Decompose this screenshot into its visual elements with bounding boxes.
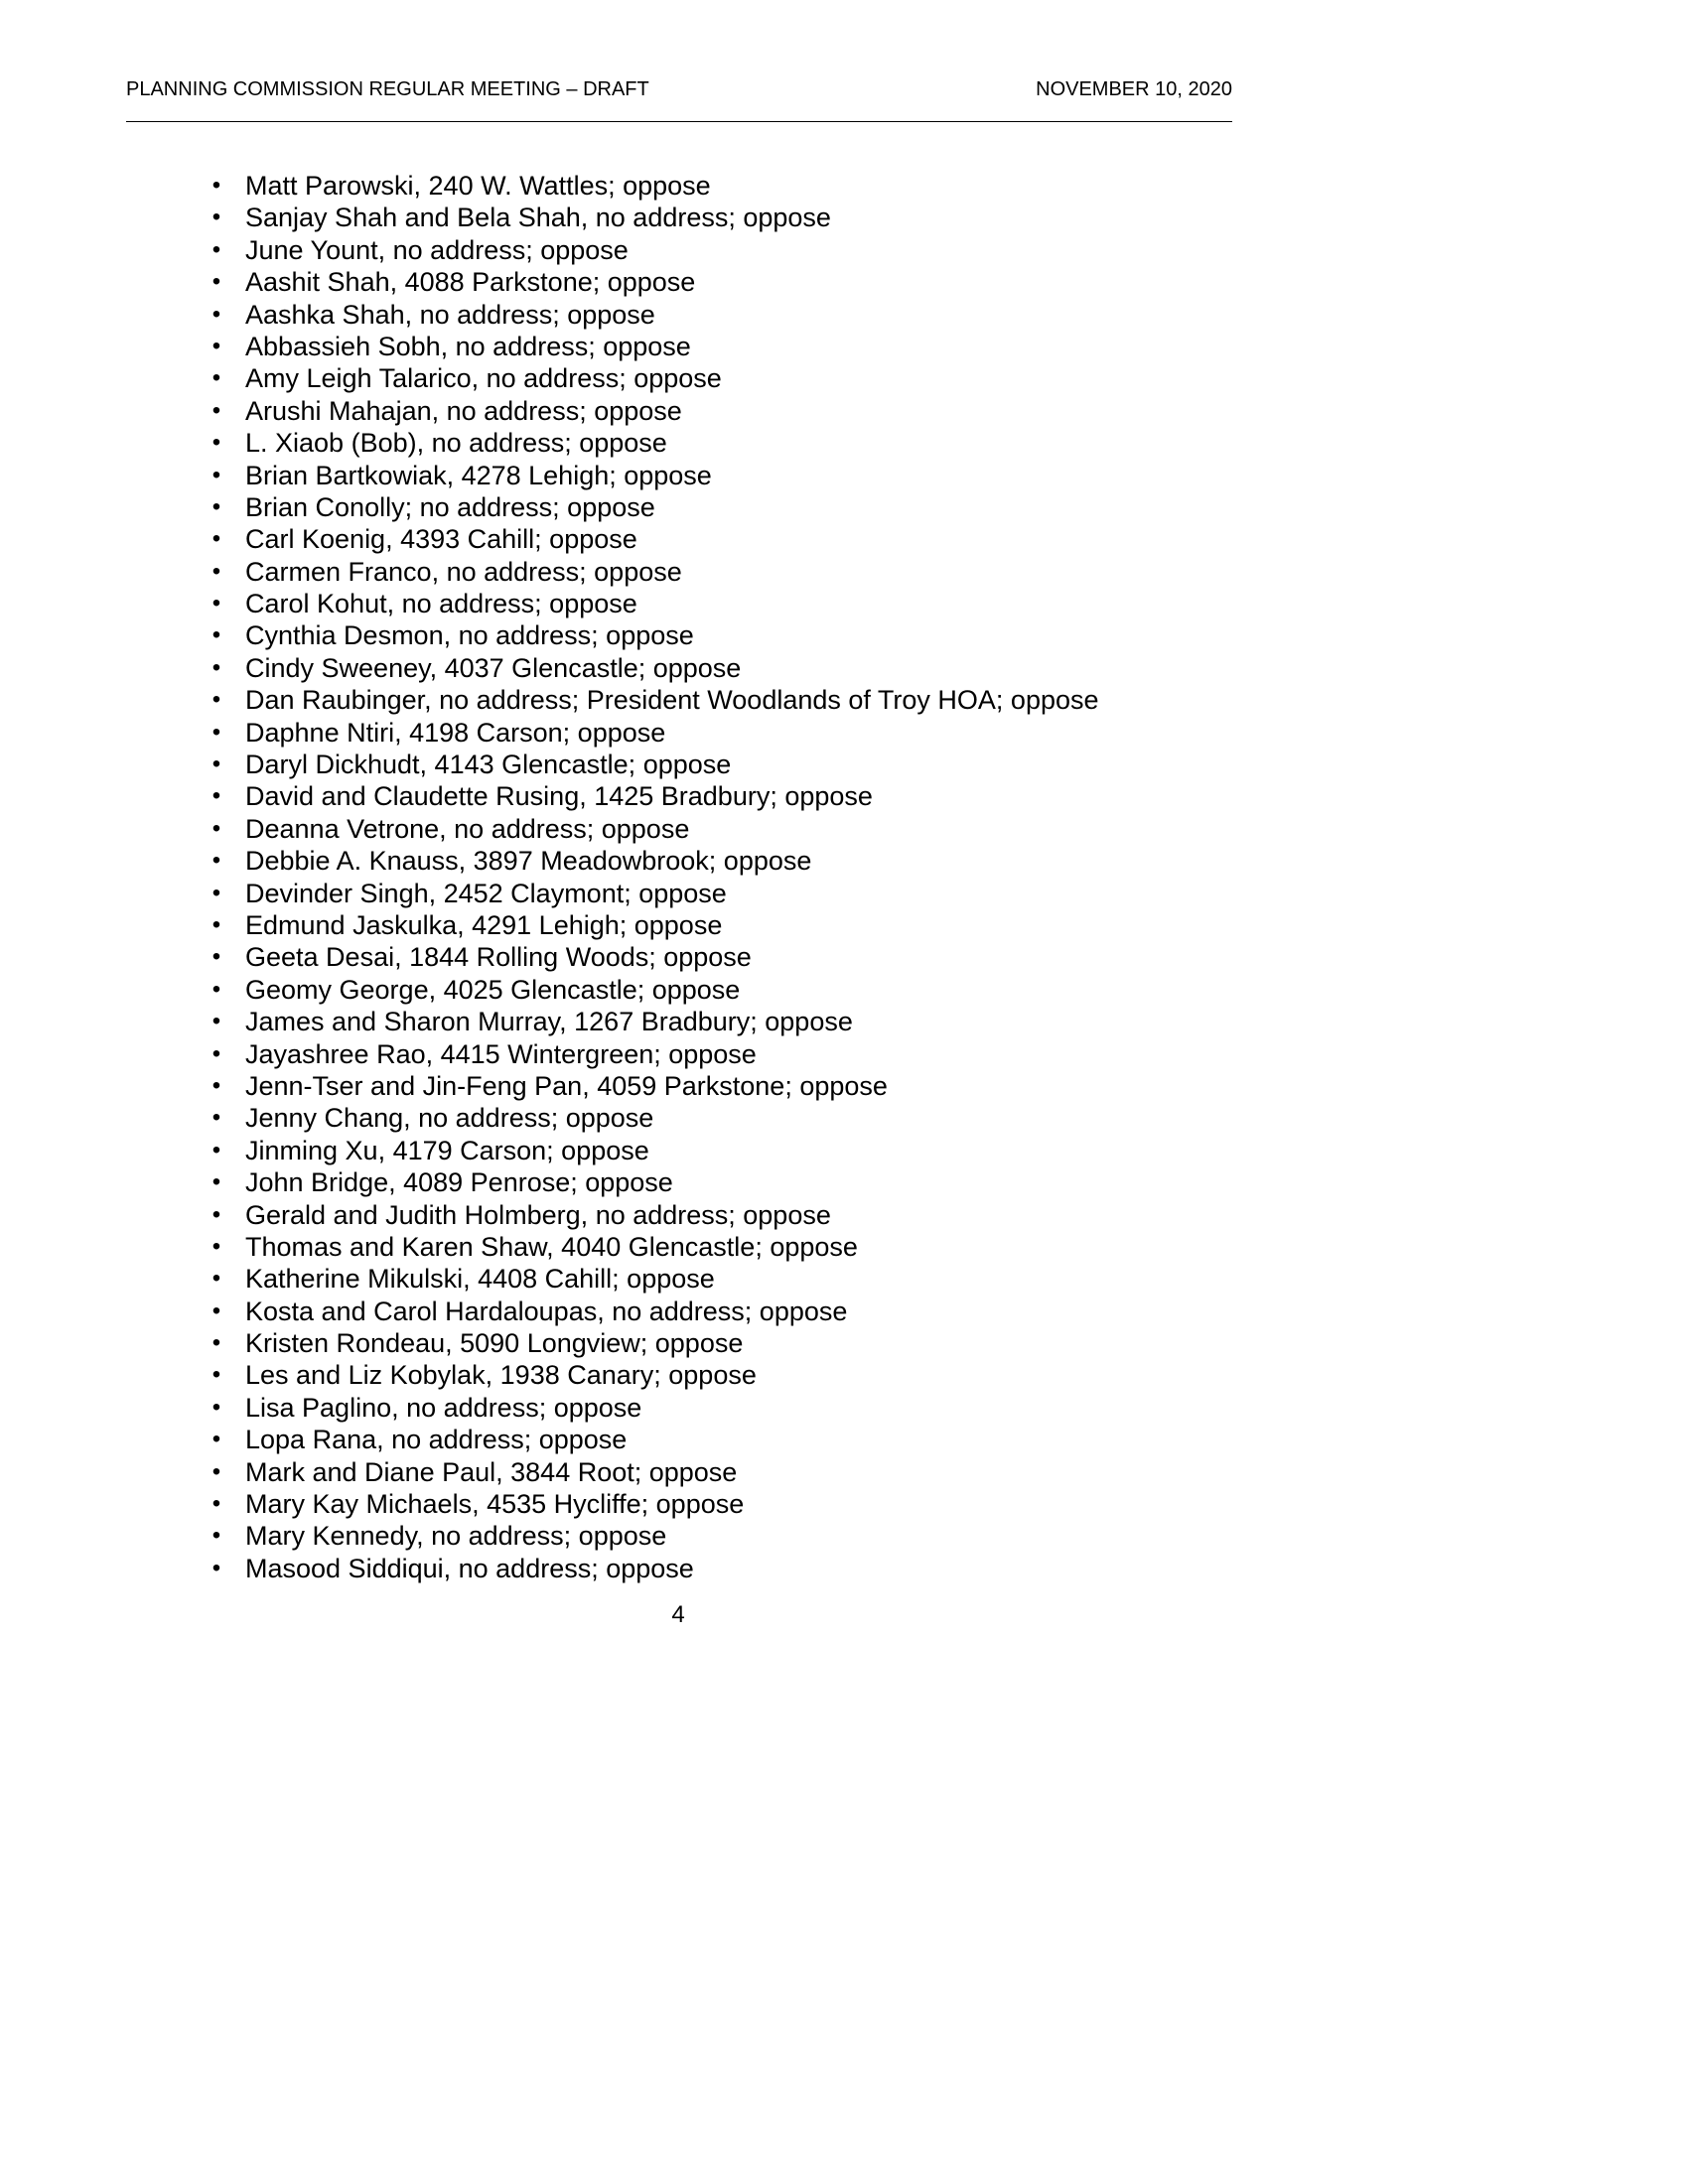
bullet-icon: • <box>211 1008 221 1035</box>
commenter-entry: Daryl Dickhudt, 4143 Glencastle; oppose <box>245 750 732 780</box>
commenter-entry: Devinder Singh, 2452 Claymont; oppose <box>245 878 727 908</box>
bullet-icon: • <box>211 1297 221 1324</box>
bullet-icon: • <box>211 1071 221 1099</box>
commenter-entry: Arushi Mahajan, no address; oppose <box>245 395 682 426</box>
bullet-icon: • <box>211 1554 221 1581</box>
bullet-icon: • <box>211 1200 221 1228</box>
commenter-entry: Kosta and Carol Hardaloupas, no address; oppose <box>245 1296 848 1326</box>
commenter-entry: June Yount, no address; oppose <box>245 234 629 265</box>
page-header <box>126 77 1232 122</box>
commenter-entry: Mary Kennedy, no address; oppose <box>245 1521 667 1552</box>
bullet-icon: • <box>211 1136 221 1163</box>
commenter-entry: Cynthia Desmon, no address; oppose <box>245 620 694 651</box>
bullet-icon: • <box>211 879 221 906</box>
commenter-entry: Debbie A. Knauss, 3897 Meadowbrook; oppose <box>245 846 812 877</box>
bullet-icon: • <box>211 1039 221 1067</box>
commenter-entry: Geeta Desai, 1844 Rolling Woods; oppose <box>245 942 752 973</box>
commenter-entry: Aashit Shah, 4088 Parkstone; oppose <box>245 267 696 298</box>
commenter-entry: Amy Leigh Talarico, no address; oppose <box>245 363 722 394</box>
commenter-entry: Katherine Mikulski, 4408 Cahill; oppose <box>245 1264 715 1295</box>
commenter-entry: Abbassieh Sobh, no address; oppose <box>245 331 691 361</box>
bullet-icon: • <box>211 492 221 520</box>
commenter-entry: Jenny Chang, no address; oppose <box>245 1103 654 1134</box>
commenter-entry: Lisa Paglino, no address; oppose <box>245 1392 642 1423</box>
bullet-icon: • <box>211 847 221 875</box>
bullet-icon: • <box>211 751 221 778</box>
bullet-icon: • <box>211 1457 221 1485</box>
bullet-icon: • <box>211 910 221 938</box>
commenter-entry: L. Xiaob (Bob), no address; oppose <box>245 428 667 459</box>
commenter-entry: Gerald and Judith Holmberg, no address; oppose <box>245 1199 831 1230</box>
commenter-entry: Carmen Franco, no address; oppose <box>245 556 682 587</box>
commenter-entry: Masood Siddiqui, no address; oppose <box>245 1553 694 1583</box>
bullet-icon: • <box>211 943 221 971</box>
bullet-icon: • <box>211 525 221 553</box>
commenter-entry: Mark and Diane Paul, 3844 Root; oppose <box>245 1456 738 1487</box>
bullet-icon: • <box>211 235 221 263</box>
bullet-icon: • <box>211 332 221 359</box>
commenter-entry: Edmund Jaskulka, 4291 Lehigh; oppose <box>245 909 723 940</box>
commenter-entry: Mary Kay Michaels, 4535 Hycliffe; oppose <box>245 1489 745 1520</box>
bullet-icon: • <box>211 1361 221 1389</box>
header-date: NOVEMBER 10, 2020 <box>1036 78 1232 100</box>
bullet-icon: • <box>211 975 221 1003</box>
bullet-icon: • <box>211 1522 221 1550</box>
bullet-icon: • <box>211 1265 221 1293</box>
commenter-entry: Cindy Sweeney, 4037 Glencastle; oppose <box>245 652 742 683</box>
commenter-entry: Geomy George, 4025 Glencastle; oppose <box>245 974 741 1005</box>
bullet-icon: • <box>211 204 221 231</box>
commenter-entry: Kristen Rondeau, 5090 Longview; oppose <box>245 1328 744 1359</box>
commenter-entry: Sanjay Shah and Bela Shah, no address; oppose <box>245 203 831 233</box>
commenter-entry: Brian Conolly; no address; oppose <box>245 491 655 522</box>
page-number: 4 <box>671 1601 685 1628</box>
bullet-icon: • <box>211 396 221 424</box>
commenter-entry: Lopa Rana, no address; oppose <box>245 1425 628 1455</box>
commenter-entry: Jinming Xu, 4179 Carson; oppose <box>245 1135 649 1165</box>
bullet-icon: • <box>211 653 221 681</box>
bullet-icon: • <box>211 172 221 199</box>
bullet-icon: • <box>211 557 221 585</box>
commenter-entry: Thomas and Karen Shaw, 4040 Glencastle; oppose <box>245 1231 858 1262</box>
bullet-icon: • <box>211 1393 221 1421</box>
bullet-icon: • <box>211 621 221 649</box>
commenter-entry: Dan Raubinger, no address; President Woodlands of Troy HOA; oppose <box>245 685 1099 716</box>
commenter-entry: Matt Parowski, 240 W. Wattles; oppose <box>245 171 711 201</box>
bullet-icon: • <box>211 461 221 488</box>
commenter-entry: Deanna Vetrone, no address; oppose <box>245 813 690 844</box>
commenter-entry: Carl Koenig, 4393 Cahill; oppose <box>245 524 637 555</box>
bullet-icon: • <box>211 814 221 842</box>
bullet-icon: • <box>211 429 221 457</box>
commenter-entry: Jenn-Tser and Jin-Feng Pan, 4059 Parkstone; oppose <box>245 1070 888 1101</box>
bullet-icon: • <box>211 300 221 328</box>
bullet-icon: • <box>211 1329 221 1357</box>
bullet-icon: • <box>211 364 221 392</box>
bullet-icon: • <box>211 782 221 810</box>
commenter-entry: Les and Liz Kobylak, 1938 Canary; oppose <box>245 1360 757 1391</box>
bullet-icon: • <box>211 718 221 746</box>
commenter-entry: James and Sharon Murray, 1267 Bradbury; oppose <box>245 1007 853 1037</box>
bullet-icon: • <box>211 1490 221 1518</box>
bullet-icon: • <box>211 1426 221 1453</box>
commenter-entry: John Bridge, 4089 Penrose; oppose <box>245 1167 673 1198</box>
bullet-icon: • <box>211 590 221 617</box>
commenter-entry: Aashka Shah, no address; oppose <box>245 299 655 330</box>
commenter-entry: Daphne Ntiri, 4198 Carson; oppose <box>245 717 666 748</box>
bullet-icon: • <box>211 268 221 296</box>
bullet-icon: • <box>211 1104 221 1132</box>
header-title: PLANNING COMMISSION REGULAR MEETING – DRAFT <box>126 78 649 100</box>
commenter-entry: Carol Kohut, no address; oppose <box>245 589 637 619</box>
bullet-icon: • <box>211 1232 221 1260</box>
commenter-entry: Brian Bartkowiak, 4278 Lehigh; oppose <box>245 460 712 490</box>
commenter-entry: David and Claudette Rusing, 1425 Bradbury; oppose <box>245 781 873 812</box>
bullet-icon: • <box>211 1168 221 1196</box>
bullet-icon: • <box>211 686 221 714</box>
commenter-entry: Jayashree Rao, 4415 Wintergreen; oppose <box>245 1038 757 1069</box>
